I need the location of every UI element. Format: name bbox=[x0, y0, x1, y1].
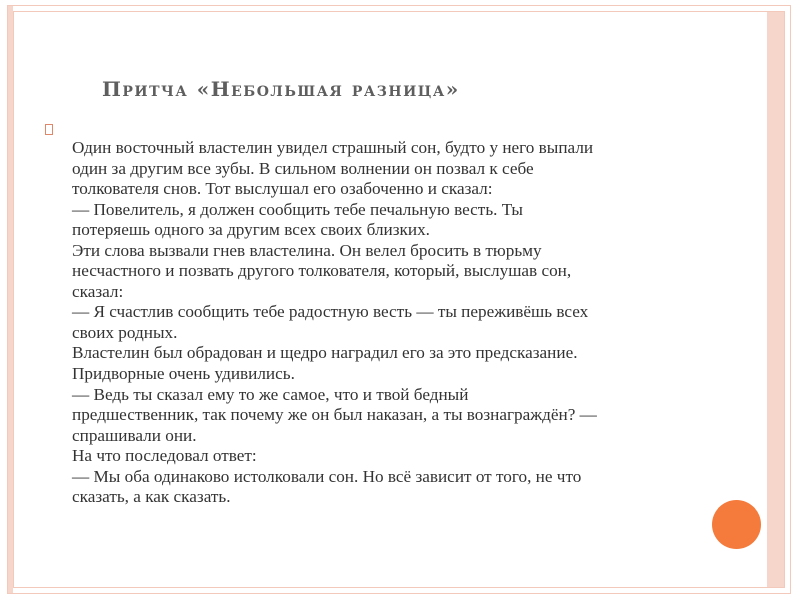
text-line: Придворные очень удивились. bbox=[72, 364, 295, 384]
text-line: толкователя снов. Тот выслушал его озабоченно и сказал: bbox=[72, 179, 493, 199]
text-line: спрашивали они. bbox=[72, 425, 197, 445]
text-line: На что последовал ответ: bbox=[72, 446, 257, 466]
text-line: потеряешь одного за другим всех своих близких. bbox=[72, 220, 430, 240]
text-line: сказал: bbox=[72, 281, 124, 301]
text-line: — Повелитель, я должен сообщить тебе печальную весть. Ты bbox=[72, 199, 523, 219]
text-line: — Ведь ты сказал ему то же самое, что и твой бедный bbox=[72, 384, 469, 404]
text-line: несчастного и позвать другого толкователя, который, выслушав сон, bbox=[72, 261, 572, 281]
text-line: Эти слова вызвали гнев властелина. Он велел бросить в тюрьму bbox=[72, 240, 542, 260]
text-line: Властелин был обрадован и щедро наградил его за это предсказание. bbox=[72, 343, 578, 363]
text-line: предшественник, так почему же он был наказан, а ты вознаграждён? — bbox=[72, 405, 597, 425]
text-line: своих родных. bbox=[72, 322, 178, 342]
right-decorative-band bbox=[767, 12, 784, 587]
text-line: — Мы оба одинаково истолковали сон. Но всё зависит от того, не что bbox=[72, 466, 582, 486]
text-line: — Я счастлив сообщить тебе радостную весть — ты переживёшь всех bbox=[72, 302, 589, 322]
text-line: сказать, а как сказать. bbox=[72, 487, 231, 507]
slide-title: Притча «Небольшая разница» bbox=[102, 77, 460, 101]
parable-text bbox=[72, 138, 737, 508]
orange-circle-decoration bbox=[712, 500, 761, 549]
text-line: Один восточный властелин увидел страшный сон, будто у него выпали bbox=[72, 138, 594, 157]
square-bullet-icon bbox=[45, 124, 53, 135]
text-line: один за другим все зубы. В сильном волнении он позвал к себе bbox=[72, 158, 534, 178]
